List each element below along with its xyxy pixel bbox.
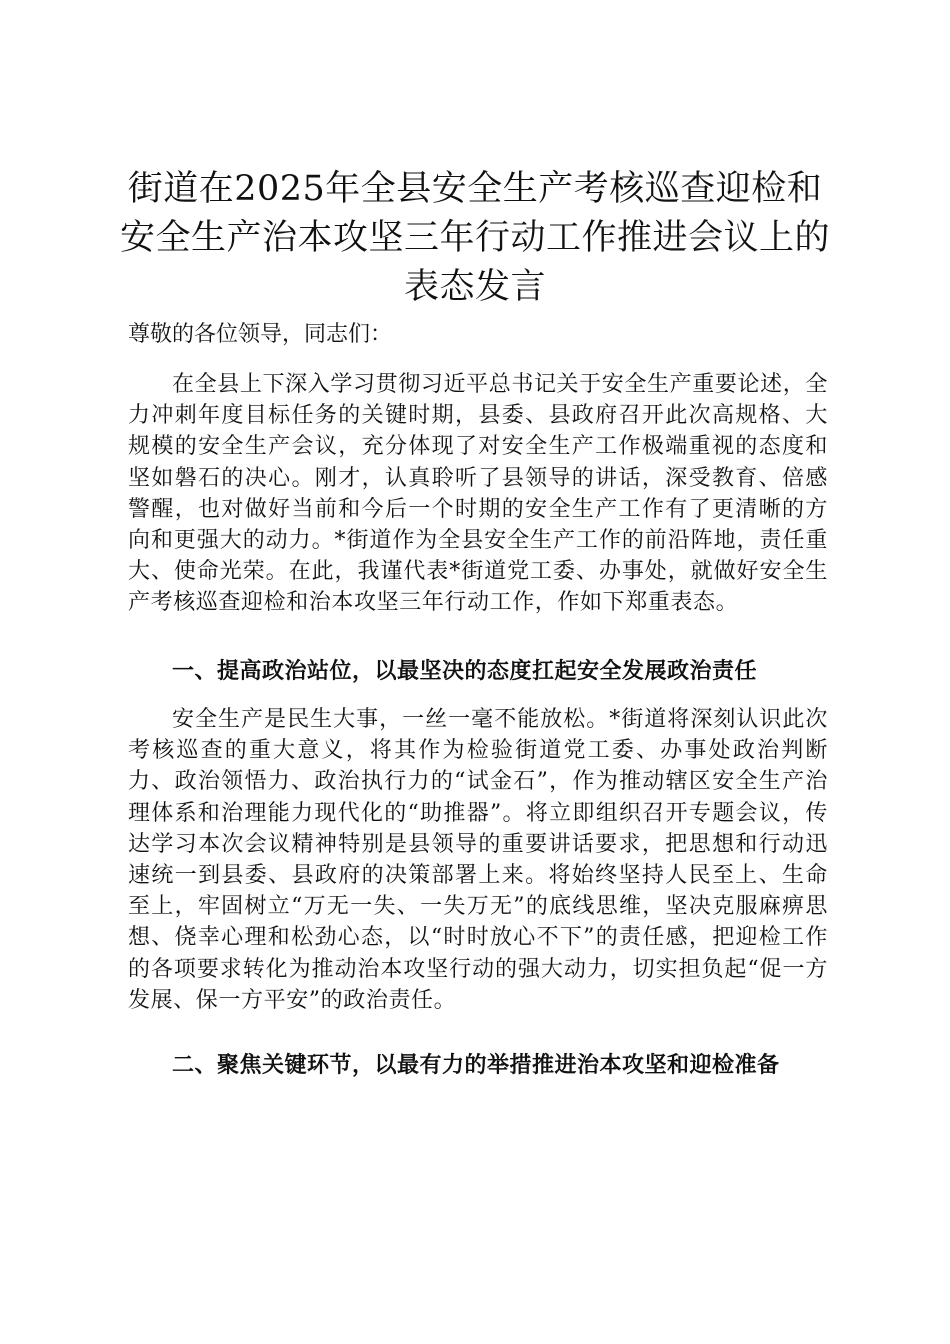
document-title [118,165,832,312]
section-heading-1: 一、提高政治站位，以最坚决的态度扛起安全发展政治责任 [172,658,758,684]
salutation: 尊敬的各位领导，同志们： [128,322,393,347]
body-paragraph-1: 在全县上下深入学习贯彻习近平总书记关于安全生产重要论述，全力冲刺年度目标任务的关键时期，县委、县政府召开此次高规格、大规模的安全生产会议，充分体现了对安全生产工作极端重视的态度和坚如磐石的决心。刚才，认真聆听了县领导的讲话，深受教育、倍感警醒，也对做好当前和今后一个时期的安全生产工作有了更清晰的方向和更强大的动力。*街道作为全县安全生产工作的前沿阵地，责任重大、使命光荣。在此，我谨代表*街道党工委、办事处，就做好安全生产考核巡查迎检和治本攻坚三年行动工作，作如下郑重表态。 [128,372,828,616]
body-paragraph-2: 安全生产是民生大事，一丝一毫不能放松。*街道将深刻认识此次考核巡查的重大意义，将其作为检验街道党工委、办事处政治判断力、政治领悟力、政治执行力的“试金石”，作为推动辖区安全生产治理体系和治理能力现代化的“助推器”。将立即组织召开专题会议，传达学习本次会议精神特别是县领导的重要讲话要求，把思想和行动迅速统一到县委、县政府的决策部署上来。将始终坚持人民至上、生命至上，牢固树立“万无一失、一失万无”的底线思维，坚决克服麻痹思想、侥幸心理和松劲心态，以“时时放心不下”的责任感，把迎检工作的各项要求转化为推动治本攻坚行动的强大动力，切实担负起“促一方发展、保一方平安”的政治责任。 [128,707,828,1013]
section-heading-2: 二、聚焦关键环节，以最有力的举措推进治本攻坚和迎检准备 [172,1052,780,1078]
title-line-3: 表态发言 [403,267,546,307]
title-line-2: 安全生产治本攻坚三年行动工作推进会议上的 [119,218,830,258]
title-line-1: 街道在2025年全县安全生产考核巡查迎检和 [127,169,823,209]
